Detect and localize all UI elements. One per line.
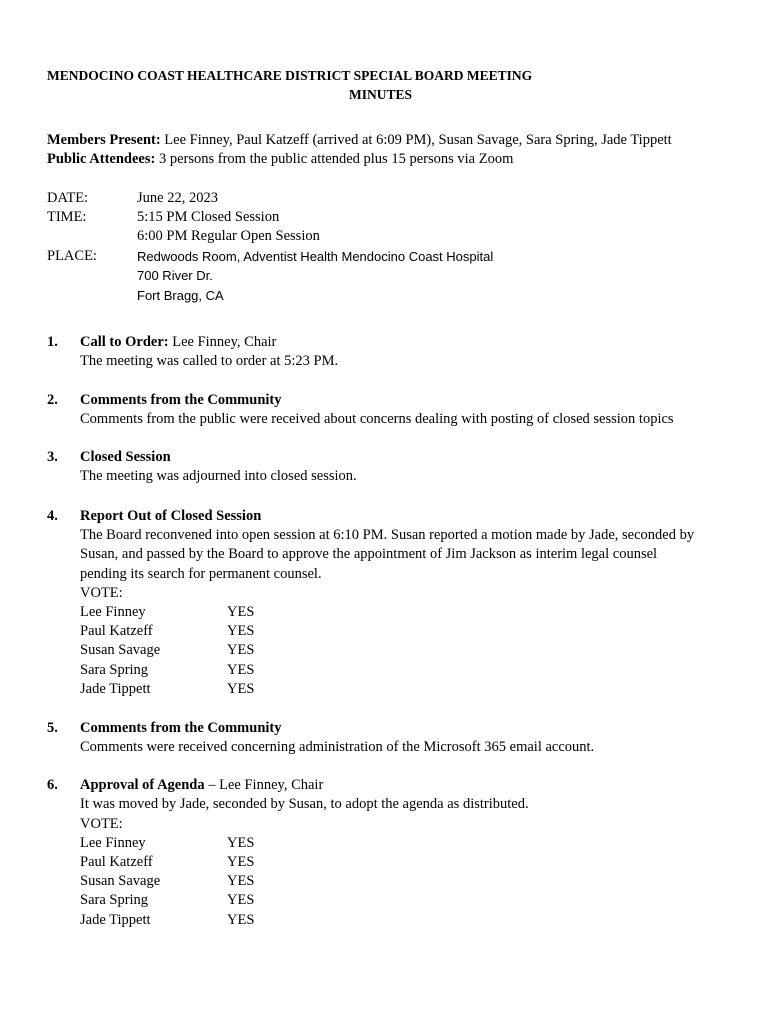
place-value-room: Redwoods Room, Adventist Health Mendocino Coast Hospital <box>137 249 494 264</box>
vote-value: YES <box>227 604 255 620</box>
vote-member-name: Jade Tippett <box>80 912 151 928</box>
vote-member-name: Jade Tippett <box>80 681 151 697</box>
vote-label: VOTE: <box>80 816 123 832</box>
item-text: The meeting was adjourned into closed session. <box>80 468 357 484</box>
item-heading-bold: Approval of Agenda <box>80 777 205 793</box>
vote-member-name: Paul Katzeff <box>80 854 153 870</box>
item-heading-bold: Call to Order: <box>80 334 169 350</box>
vote-member-name: Paul Katzeff <box>80 623 153 639</box>
item-heading-bold: Report Out of Closed Session <box>80 508 262 524</box>
members-text: Lee Finney, Paul Katzeff (arrived at 6:09 PM), Susan Savage, Sara Spring, Jade Tippett <box>160 132 672 148</box>
time-value-closed: 5:15 PM Closed Session <box>137 209 280 225</box>
item-heading <box>80 391 282 410</box>
vote-value: YES <box>227 623 255 639</box>
vote-value: YES <box>227 681 255 697</box>
item-text: Comments from the public were received about concerns dealing with posting of closed session topics <box>80 411 674 427</box>
title-line-2: MINUTES <box>349 87 413 102</box>
place-value-street: 700 River Dr. <box>137 268 213 283</box>
item-heading <box>80 448 171 467</box>
date-value: June 22, 2023 <box>137 190 218 206</box>
vote-member-name: Sara Spring <box>80 662 149 678</box>
vote-value: YES <box>227 642 255 658</box>
document-title <box>47 66 723 104</box>
item-text: pending its search for permanent counsel. <box>80 566 322 582</box>
time-value-open: 6:00 PM Regular Open Session <box>137 228 320 244</box>
item-text: The Board reconvened into open session at 6:10 PM. Susan reported a motion made by Jade, seconded by <box>80 527 695 543</box>
vote-value: YES <box>227 873 255 889</box>
members-present <box>47 131 672 150</box>
time-label: TIME: <box>47 209 87 225</box>
item-heading-suffix: Lee Finney, Chair <box>168 334 277 350</box>
item-number: 3. <box>47 449 58 465</box>
members-label: Members Present: <box>47 132 161 148</box>
item-text: It was moved by Jade, seconded by Susan, to adopt the agenda as distributed. <box>80 796 529 812</box>
item-heading-bold: Comments from the Community <box>80 720 282 736</box>
vote-member-name: Susan Savage <box>80 873 161 889</box>
item-heading <box>80 507 261 526</box>
item-number: 1. <box>47 334 58 350</box>
item-heading <box>80 333 276 352</box>
vote-member-name: Lee Finney <box>80 604 146 620</box>
item-number: 4. <box>47 508 58 524</box>
item-text: The meeting was called to order at 5:23 PM. <box>80 353 339 369</box>
item-heading-suffix: – Lee Finney, Chair <box>204 777 324 793</box>
item-heading-bold: Comments from the Community <box>80 392 282 408</box>
public-label: Public Attendees: <box>47 151 156 167</box>
public-attendees <box>47 150 513 169</box>
item-number: 2. <box>47 392 58 408</box>
vote-value: YES <box>227 662 255 678</box>
vote-value: YES <box>227 912 255 928</box>
vote-value: YES <box>227 892 255 908</box>
vote-member-name: Lee Finney <box>80 835 146 851</box>
vote-value: YES <box>227 854 255 870</box>
item-heading <box>80 719 282 738</box>
place-value-city: Fort Bragg, CA <box>137 288 224 303</box>
place-label: PLACE: <box>47 248 97 264</box>
item-text: Comments were received concerning administration of the Microsoft 365 email account. <box>80 739 595 755</box>
item-heading <box>80 776 323 795</box>
item-number: 5. <box>47 720 58 736</box>
vote-member-name: Sara Spring <box>80 892 149 908</box>
item-text: Susan, and passed by the Board to approve the appointment of Jim Jackson as interim legal counsel <box>80 546 658 562</box>
vote-label: VOTE: <box>80 585 123 601</box>
item-heading-bold: Closed Session <box>80 449 171 465</box>
item-number: 6. <box>47 777 58 793</box>
vote-value: YES <box>227 835 255 851</box>
date-label: DATE: <box>47 190 89 206</box>
title-line-1: MENDOCINO COAST HEALTHCARE DISTRICT SPECIAL BOARD MEETING <box>47 68 533 83</box>
vote-member-name: Susan Savage <box>80 642 161 658</box>
public-text: 3 persons from the public attended plus 15 persons via Zoom <box>155 151 514 167</box>
